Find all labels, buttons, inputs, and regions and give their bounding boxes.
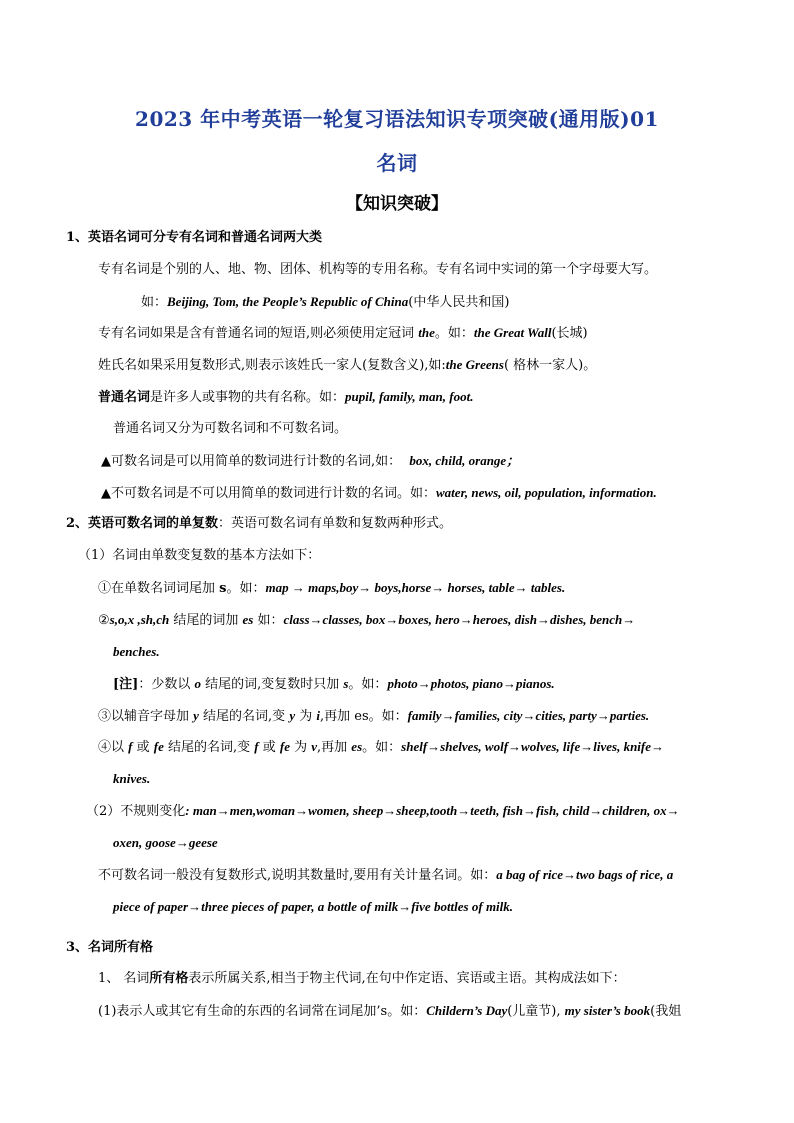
rule-text: (1)表示人或其它有生命的东西的名词常在词尾加’s。如： xyxy=(98,1004,427,1019)
countable-rule xyxy=(101,452,519,471)
possessive-term: 所有格 xyxy=(149,971,189,986)
note-mid: 。如： xyxy=(348,677,388,692)
rule-mid: 。如： xyxy=(434,326,474,341)
rule-text: 结尾的名词,变 xyxy=(163,740,255,755)
example-words: box, child, orange； xyxy=(409,453,520,468)
rule-text: 不可数名词一般没有复数形式,说明其数量时,要用有关计量名词。如： xyxy=(98,868,497,883)
example-words: oxen, goose→geese xyxy=(113,835,218,850)
rule-mid: 如： xyxy=(253,613,284,628)
rule-3 xyxy=(98,707,649,726)
suffix-s: s xyxy=(219,581,227,596)
rule-1 xyxy=(98,579,565,598)
example-words: photo→photos, piano→pianos. xyxy=(387,676,555,691)
rule-4-continuation xyxy=(113,770,150,789)
example-words: family→families, city→cities, party→parties. xyxy=(407,708,650,723)
example-suffix: (长城) xyxy=(551,326,588,341)
suffix-es: es xyxy=(351,739,363,754)
letters-fe: fe xyxy=(279,739,290,754)
uncountable-measure xyxy=(98,866,673,885)
example-words: piece of paper→three pieces of paper, a bottle of milk→five bottles of milk. xyxy=(113,899,514,914)
common-noun-term: 普通名词 xyxy=(98,390,151,405)
proper-noun-example xyxy=(141,293,509,312)
rule-2 xyxy=(98,611,635,630)
rule-2-continuation xyxy=(113,643,160,662)
example-words: water, news, oil, population, information. xyxy=(436,485,657,500)
rule-4 xyxy=(98,738,664,757)
rule-text: ①在单数名词词尾加 xyxy=(98,581,220,596)
letter-f: f xyxy=(254,739,259,754)
subsection-label: （2）不规则变化 xyxy=(86,804,186,819)
note-text: 结尾的词,变复数时只加 xyxy=(200,677,344,692)
subsection-2 xyxy=(86,802,680,821)
example-words: Childern’s Day xyxy=(426,1003,508,1018)
section-2-heading xyxy=(66,515,452,533)
example-words: benches. xyxy=(113,644,160,659)
possessive-rule-1 xyxy=(98,1002,681,1021)
letter-v: v xyxy=(311,739,318,754)
example-prefix: 如： xyxy=(141,295,168,310)
letter-y: y xyxy=(193,708,199,723)
proper-noun-definition: 专有名词是个别的人、地、物、团体、机构等的专用名称。专有名词中实词的第一个字母要大写。 xyxy=(98,262,658,277)
endings: s,o,x ,sh,ch xyxy=(109,612,170,627)
rule-mid: 结尾的词加 xyxy=(169,613,243,628)
rule-text: 或 xyxy=(258,740,280,755)
rule-text: ③以辅音字母加 xyxy=(98,709,194,724)
rule-text: 结尾的名词,变 xyxy=(198,709,290,724)
example-suffix: ( 格林一家人)。 xyxy=(503,358,597,373)
example-words: a bag of rice→two bags of rice, a xyxy=(496,867,674,882)
uncountable-measure-continuation xyxy=(113,898,513,917)
rule-text: 可数名词是可以用简单的数词进行计数的名词,如： xyxy=(111,454,402,469)
example-words: the Great Wall xyxy=(473,325,552,340)
section-3-heading: 3、名词所有格 xyxy=(66,940,154,955)
example-words: Beijing, Tom, the People’s Republic of China xyxy=(167,294,409,309)
rule-text: 。如： xyxy=(362,740,402,755)
uncountable-rule xyxy=(101,484,657,503)
note xyxy=(113,675,555,694)
rule-text: 不可数名词是不可以用简单的数词进行计数的名词。如： xyxy=(111,486,437,501)
rule-text: 或 xyxy=(132,740,154,755)
letters-fe: fe xyxy=(153,739,164,754)
letter-o: o xyxy=(194,676,201,691)
rule-number: ② xyxy=(98,613,110,628)
example-suffix: (我姐 xyxy=(650,1004,682,1019)
triangle-bullet-icon: ▲ xyxy=(101,486,111,501)
heading-bold: 2、英语可数名词的单复数 xyxy=(66,516,219,531)
heading-rest: ：英语可数名词有单数和复数两种形式。 xyxy=(218,516,453,531)
rule-text: 为 xyxy=(289,740,312,755)
example-words: : man→men,woman→women, sheep→sheep,tooth→teeth, fish→fish, child→children, ox→ xyxy=(185,803,680,818)
rule-text: ④以 xyxy=(98,740,129,755)
rule-text: 专有名词如果是含有普通名词的短语,则必须使用定冠词 xyxy=(98,326,419,341)
letter-i: i xyxy=(316,708,320,723)
section-1-heading: 1、英语名词可分专有名词和普通名词两大类 xyxy=(66,230,323,245)
rule-text: 姓氏名如果采用复数形式,则表示该姓氏一家人(复数含义),如: xyxy=(98,358,446,373)
rule-text: 1、 名词 xyxy=(98,971,150,986)
subsection-1: （1）名词由单数变复数的基本方法如下： xyxy=(78,548,321,563)
note-text: ：少数以 xyxy=(138,677,195,692)
suffix-es: es xyxy=(242,612,254,627)
example-words: pupil, family, man, foot. xyxy=(345,389,474,404)
common-noun-split: 普通名词又分为可数名词和不可数名词。 xyxy=(113,421,348,436)
section-label: 【知识突破】 xyxy=(346,194,448,214)
rule-text: 表示所属关系,相当于物主代词,在句中作定语、宾语或主语。其构成法如下： xyxy=(188,971,626,986)
rule-text: ,再加 es。如： xyxy=(320,709,408,724)
common-noun-definition xyxy=(98,388,473,407)
subsection-2-continuation xyxy=(113,834,218,853)
phrase-rule xyxy=(98,324,588,343)
letter-f: f xyxy=(128,739,133,754)
possessive-definition xyxy=(98,970,626,988)
example-words: class→classes, box→boxes, hero→heroes, dish→dishes, bench→ xyxy=(283,612,636,627)
note-label: [注] xyxy=(113,677,139,692)
letter-s: s xyxy=(343,676,349,691)
rule-text: 为 xyxy=(295,709,317,724)
surname-rule xyxy=(98,356,596,375)
rule-text: ,再加 xyxy=(317,740,352,755)
article-the: the xyxy=(418,325,435,340)
example-words: my sister’s book xyxy=(564,1003,651,1018)
example-words: knives. xyxy=(113,771,151,786)
example-words: the Greens xyxy=(445,357,504,372)
example-words: shelf→shelves, wolf→wolves, life→lives, knife→ xyxy=(401,739,665,754)
example-words: map → maps,boy→ boys,horse→ horses, table→ tables. xyxy=(265,580,566,595)
example-suffix: (中华人民共和国) xyxy=(408,295,510,310)
rule-text: 是许多人或事物的共有名称。如： xyxy=(150,390,346,405)
triangle-bullet-icon: ▲ xyxy=(101,454,111,469)
rule-mid: 。如： xyxy=(226,581,266,596)
document-title: 2023 年中考英语一轮复习语法知识专项突破(通用版)01 xyxy=(135,107,659,131)
letter-y: y xyxy=(289,708,296,723)
example-suffix: (儿童节), xyxy=(507,1004,565,1019)
document-subtitle: 名词 xyxy=(376,151,418,175)
